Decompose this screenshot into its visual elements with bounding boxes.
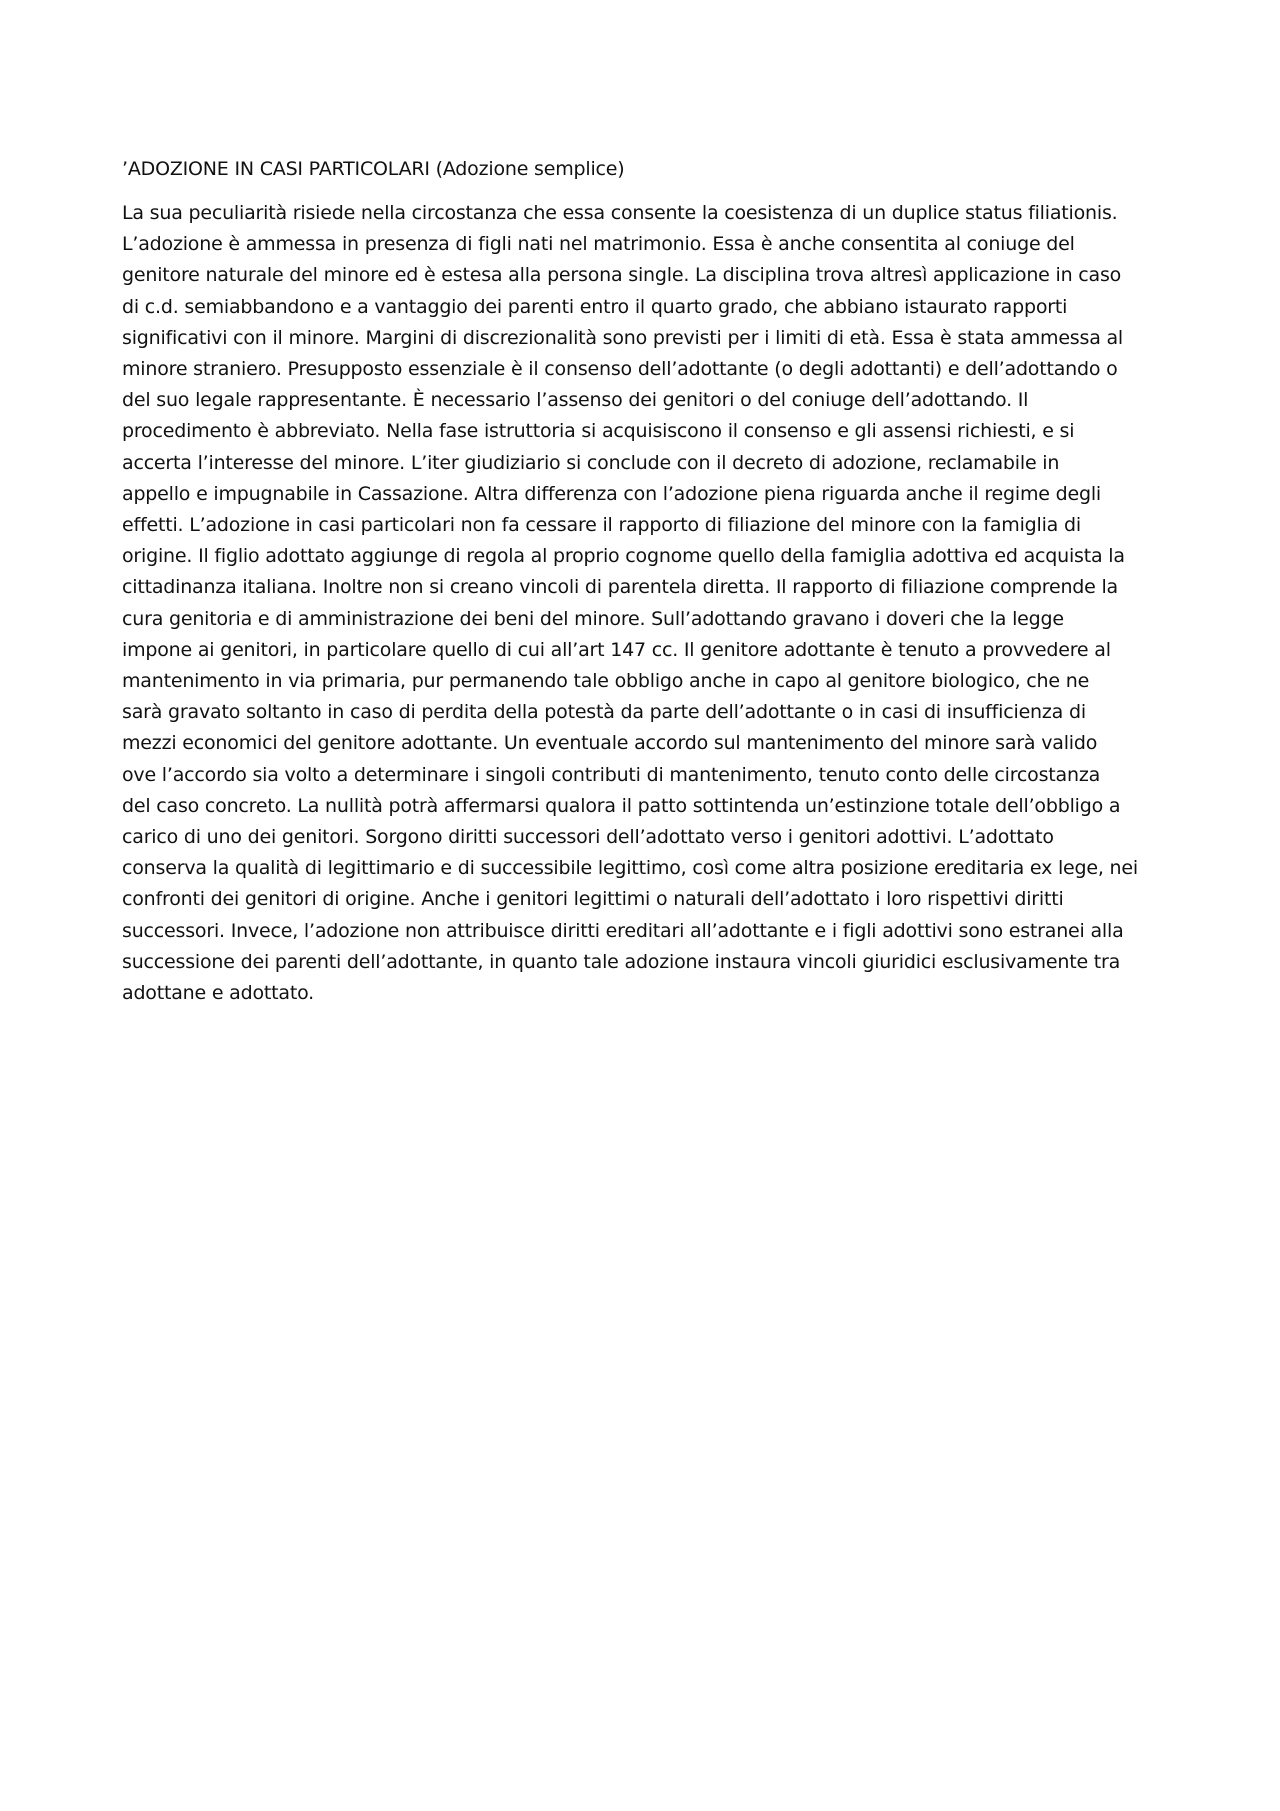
body-line: conserva la qualità di legittimario e di successibile legittimo, così come altra posizione ereditaria ex lege, nei	[122, 857, 1138, 880]
body-line: minore straniero. Presupposto essenziale è il consenso dell’adottante (o degli adottanti) e dell’adottando o	[122, 358, 1118, 381]
body-line: di c.d. semiabbandono e a vantaggio dei parenti entro il quarto grado, che abbiano istaurato rapporti	[122, 295, 1068, 318]
body-line: successori. Invece, l’adozione non attribuisce diritti ereditari all’adottante e i figli adottivi sono estranei alla	[122, 919, 1124, 942]
body-line: La sua peculiarità risiede nella circostanza che essa consente la coesistenza di un duplice status filiationis.	[122, 202, 1118, 224]
body-line: mantenimento in via primaria, pur permanendo tale obbligo anche in capo al genitore biologico, che ne	[122, 670, 1090, 693]
body-line: sarà gravato soltanto in caso di perdita della potestà da parte dell’adottante o in casi di insufficienza di	[122, 701, 1086, 724]
body-line: impone ai genitori, in particolare quello di cui all’art 147 cc. Il genitore adottante è tenuto a provvedere al	[122, 638, 1111, 661]
body-line: confronti dei genitori di origine. Anche i genitori legittimi o naturali dell’adottato i loro rispettivi diritti	[122, 888, 1064, 911]
document-body	[122, 198, 1167, 1009]
body-line: L’adozione è ammessa in presenza di figli nati nel matrimonio. Essa è anche consentita al coniuge del	[122, 233, 1075, 256]
body-line: cittadinanza italiana. Inoltre non si creano vincoli di parentela diretta. Il rapporto di filiazione comprende la	[122, 576, 1118, 599]
document-title: ’ADOZIONE IN CASI PARTICOLARI (Adozione semplice)	[122, 158, 625, 180]
body-line: del caso concreto. La nullità potrà affermarsi qualora il patto sottintenda un’estinzione totale dell’obbligo a	[122, 794, 1121, 817]
body-line: cura genitoria e di amministrazione dei beni del minore. Sull’adottando gravano i doveri che la legge	[122, 607, 1064, 630]
body-line: del suo legale rappresentante. È necessario l’assenso dei genitori o del coniuge dell’adottando. Il	[122, 389, 1029, 412]
body-line: genitore naturale del minore ed è estesa alla persona single. La disciplina trova altresì applicazione in caso	[122, 264, 1122, 287]
body-line: carico di uno dei genitori. Sorgono diritti successori dell’adottato verso i genitori adottivi. L’adottato	[122, 826, 1054, 849]
document-content	[122, 154, 1167, 1009]
body-line: successione dei parenti dell’adottante, in quanto tale adozione instaura vincoli giuridici esclusivamente tra	[122, 950, 1121, 973]
body-line: origine. Il figlio adottato aggiunge di regola al proprio cognome quello della famiglia adottiva ed acquista la	[122, 545, 1125, 568]
body-line: significativi con il minore. Margini di discrezionalità sono previsti per i limiti di età. Essa è stata ammessa al	[122, 326, 1124, 349]
body-line: mezzi economici del genitore adottante. Un eventuale accordo sul mantenimento del minore sarà valido	[122, 732, 1098, 755]
body-line: accerta l’interesse del minore. L’iter giudiziario si conclude con il decreto di adozione, reclamabile in	[122, 451, 1060, 474]
body-line: procedimento è abbreviato. Nella fase istruttoria si acquisiscono il consenso e gli assensi richiesti, e si	[122, 420, 1075, 443]
body-line: effetti. L’adozione in casi particolari non fa cessare il rapporto di filiazione del minore con la famiglia di	[122, 514, 1081, 537]
body-line: adottane e adottato.	[122, 982, 315, 1005]
body-line: appello e impugnabile in Cassazione. Altra differenza con l’adozione piena riguarda anche il regime degli	[122, 482, 1101, 505]
body-line: ove l’accordo sia volto a determinare i singoli contributi di mantenimento, tenuto conto delle circostanza	[122, 763, 1101, 786]
